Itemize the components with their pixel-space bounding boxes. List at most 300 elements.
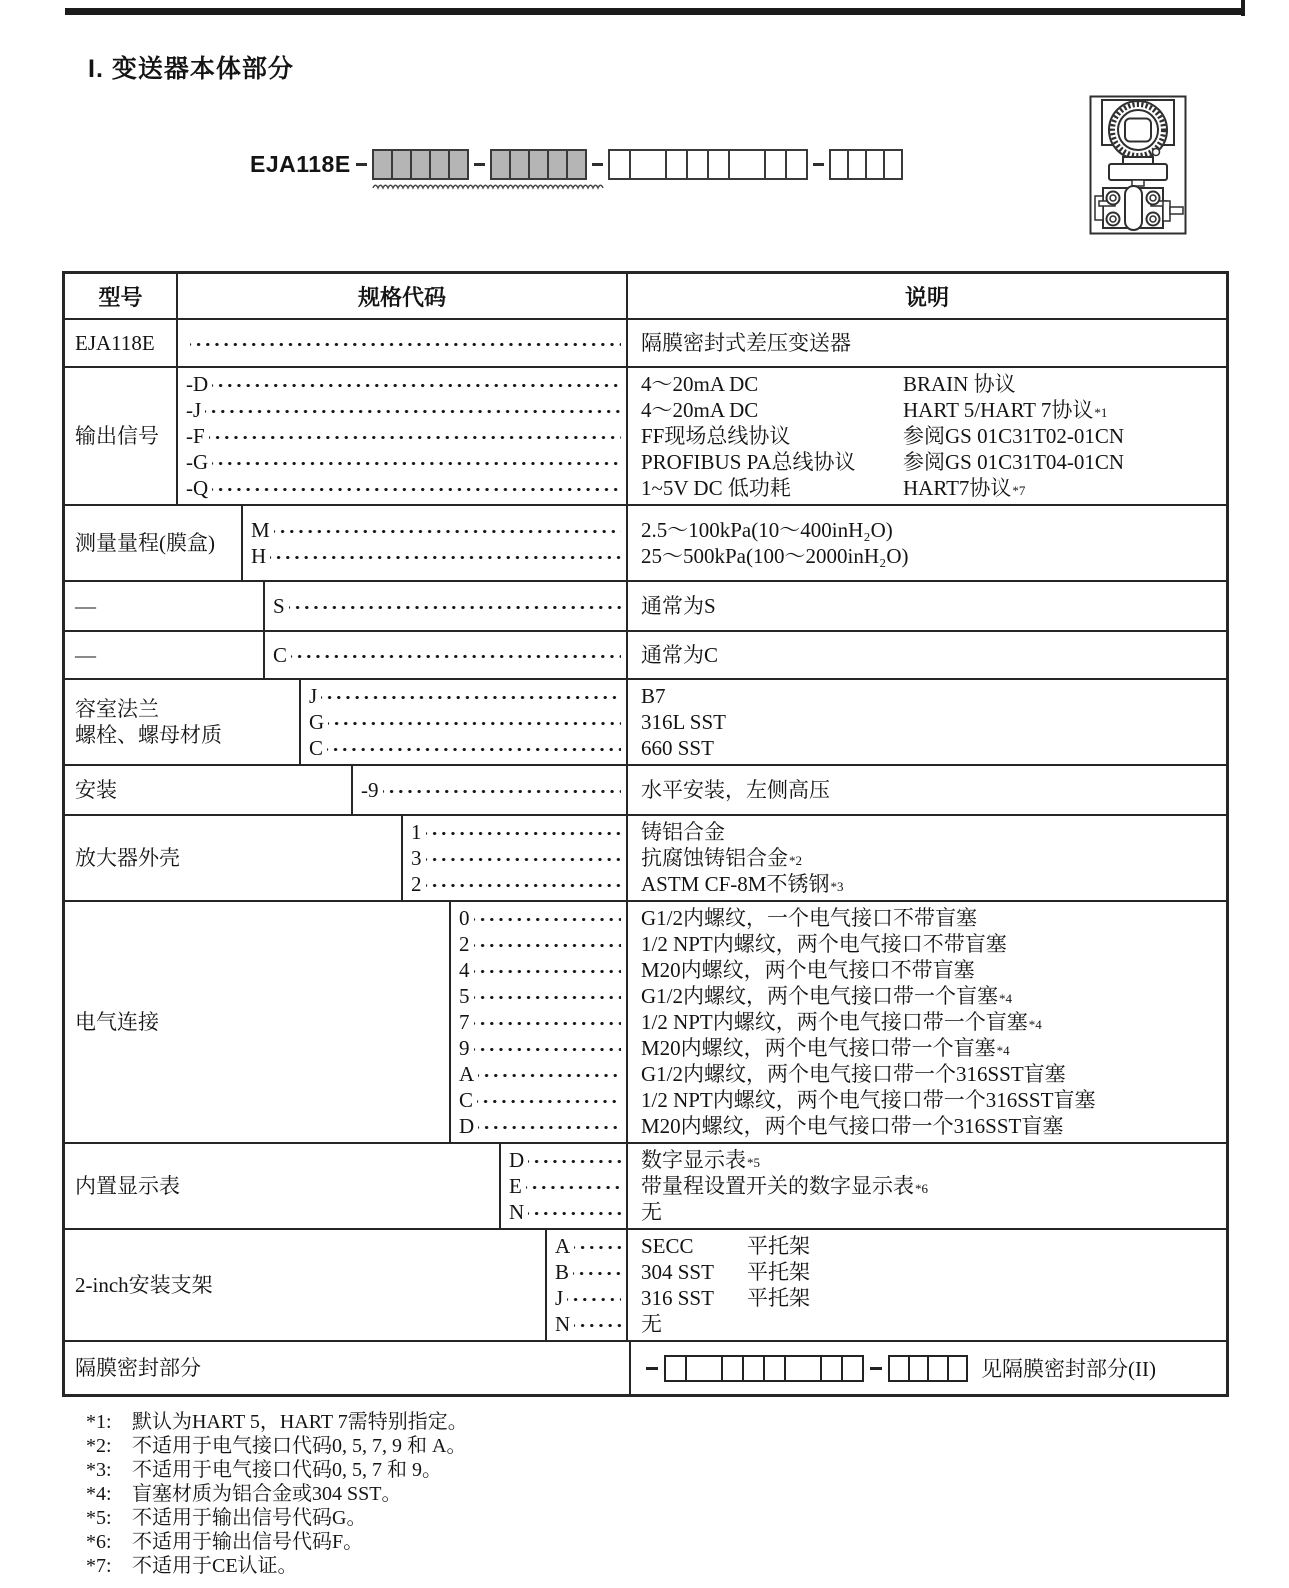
dot-leader [212, 475, 621, 501]
col-header-spec-code: 规格代码 [178, 274, 628, 318]
code-line [459, 1061, 621, 1087]
dot-leader [474, 957, 622, 983]
code-line [411, 845, 621, 871]
code-line [459, 931, 621, 957]
desc-text: 1~5V DC 低功耗 [641, 476, 791, 500]
col-header-model: 型号 [65, 274, 178, 318]
code-line [411, 819, 621, 845]
dot-leader [328, 709, 621, 735]
code-letter: S [273, 594, 285, 618]
desc-line [641, 1113, 1220, 1139]
code-box [509, 149, 530, 180]
desc-line: 1~5V DC 低功耗 HART7协议 *7 [641, 476, 1026, 500]
footnote [86, 1410, 468, 1434]
header-rule-tick [1241, 0, 1245, 16]
desc-text: 4～20mA DC [641, 372, 759, 396]
dash-separator [356, 163, 367, 166]
code-letter: -G [186, 450, 209, 474]
desc-text: M20内螺纹，两个电气接口带一个316SST盲塞 [641, 1114, 1064, 1138]
desc-text: M20内螺纹，两个电气接口带一个盲塞 [641, 1036, 996, 1060]
desc-text: 铸铝合金 [641, 820, 725, 844]
row-label [65, 1230, 547, 1340]
desc-line [641, 683, 1220, 709]
desc-text: 316 SST [641, 1286, 714, 1310]
dot-leader [426, 871, 622, 897]
code-box-group [372, 149, 469, 180]
code-line [186, 397, 621, 423]
desc-line [641, 957, 1220, 983]
code-letter: A [459, 1062, 475, 1086]
dot-leader [289, 593, 621, 619]
dot-leader [426, 845, 622, 871]
footnote-marker: *6: [86, 1531, 112, 1553]
spec-row-integral-indicator [65, 1142, 1226, 1228]
col-header-description: 说明 [904, 284, 949, 310]
code-letter: J [309, 684, 318, 708]
spec-row-cover-flange-bolts [65, 678, 1226, 764]
desc-line [641, 931, 1220, 957]
wavy-underline [372, 182, 604, 191]
desc-text: 316L SST [641, 710, 726, 734]
footnote-marker: *7: [86, 1555, 112, 1577]
desc-text-2: 平托架 [747, 1286, 810, 1310]
code-line [251, 517, 621, 543]
dot-leader [205, 397, 621, 423]
code-box [686, 149, 709, 180]
desc-text: ASTM CF-8M不锈钢 [641, 872, 830, 896]
row-label-line: 2-inch安装支架 [75, 1273, 213, 1297]
desc-text: 4～20mA DC [641, 398, 759, 422]
dash-separator [474, 163, 485, 166]
code-line [555, 1285, 621, 1311]
desc-line [641, 1311, 1220, 1337]
code-line [555, 1233, 621, 1259]
dash-separator [592, 163, 603, 166]
code-line [411, 871, 621, 897]
dot-leader [270, 543, 621, 569]
code-box [490, 149, 511, 180]
row-label [65, 766, 353, 814]
code-box [763, 1355, 786, 1382]
code-cell [243, 506, 628, 580]
code-line [459, 1087, 621, 1113]
code-box [410, 149, 431, 180]
code-box [784, 1355, 822, 1382]
footnote [86, 1482, 468, 1506]
code-letter: N [509, 1200, 525, 1224]
desc-cell [628, 680, 1226, 764]
footnote-text: 不适用于电气接口代码0, 5, 7 和 9。 [132, 1459, 442, 1481]
row-label [65, 1144, 501, 1228]
transmitter-drawing-icon [1089, 95, 1187, 235]
footnote-text: 不适用于电气接口代码0, 5, 7, 9 和 A。 [132, 1435, 467, 1457]
desc-text: 通常为S [641, 594, 716, 618]
code-box [865, 149, 885, 180]
code-box [448, 149, 469, 180]
dash-separator [870, 1367, 882, 1370]
desc-line: 带量程设置开关的数字显示表 *6 [641, 1174, 928, 1198]
desc-text: 660 SST [641, 736, 714, 760]
desc-text: 25～500kPa(100～2000inH₂O) [641, 544, 909, 568]
code-cell [451, 902, 628, 1142]
code-line [459, 983, 621, 1009]
desc-text-2: HART7协议 [903, 476, 1012, 500]
code-box [685, 1355, 723, 1382]
desc-line: 抗腐蚀铸铝合金 *2 [641, 846, 802, 870]
code-line [309, 735, 621, 761]
dot-leader [209, 423, 621, 449]
dot-leader [212, 371, 621, 397]
spec-row-amplifier-housing [65, 814, 1226, 900]
desc-line: 1/2 NPT内螺纹，两个电气接口带一个盲塞 *4 [641, 1010, 1042, 1034]
code-cell [301, 680, 628, 764]
row-label-line: 隔膜密封部分 [75, 1356, 201, 1380]
code-box [829, 149, 849, 180]
code-letter: -J [186, 398, 202, 422]
desc-line [641, 905, 1220, 931]
dot-leader [426, 819, 622, 845]
footnote-text: 不适用于输出信号代码F。 [132, 1531, 364, 1553]
code-box [820, 1355, 843, 1382]
footnotes [86, 1410, 468, 1578]
code-letter: J [555, 1286, 564, 1310]
code-box [547, 149, 568, 180]
seal-note: 见隔膜密封部分(II) [981, 1357, 1156, 1381]
model-code-diagram [250, 146, 903, 182]
code-box [841, 1355, 864, 1382]
code-box [391, 149, 412, 180]
desc-cell [628, 1144, 1226, 1228]
desc-line [641, 1087, 1220, 1113]
row-label [65, 680, 301, 764]
desc-text: SECC [641, 1234, 694, 1258]
desc-line [641, 330, 1220, 356]
row-label-line: 容室法兰 [75, 697, 159, 721]
desc-line: 数字显示表 *5 [641, 1148, 760, 1172]
code-box [566, 149, 587, 180]
footnote-text: 不适用于输出信号代码G。 [132, 1507, 367, 1529]
desc-cell [628, 766, 1226, 814]
desc-line [641, 449, 1220, 475]
footnote-marker: *4: [86, 1483, 112, 1505]
code-box [707, 149, 730, 180]
spec-row-measurement-span [65, 504, 1226, 580]
desc-text: M20内螺纹，两个电气接口不带盲塞 [641, 958, 975, 982]
underlined-code-groups [372, 149, 587, 180]
code-letter: D [509, 1148, 525, 1172]
row-label-line: 放大器外壳 [75, 846, 180, 870]
row-label [65, 1342, 631, 1394]
desc-text: G1/2内螺纹，一个电气接口不带盲塞 [641, 906, 977, 930]
code-line [555, 1259, 621, 1285]
code-letter: A [555, 1234, 571, 1258]
spec-row-dash-c [65, 630, 1226, 678]
desc-line [641, 517, 1220, 543]
header-rule [65, 8, 1245, 15]
code-letter: D [459, 1114, 475, 1138]
footnote-text: 盲塞材质为铝合金或304 SST。 [132, 1483, 402, 1505]
code-letter: C [459, 1088, 474, 1112]
code-box [372, 149, 393, 180]
code-line [251, 543, 621, 569]
code-letter: 7 [459, 1010, 470, 1034]
dot-leader [478, 1113, 621, 1139]
code-line [509, 1173, 621, 1199]
row-label-line: 测量量程(膜盒) [75, 531, 215, 555]
code-box [927, 1355, 949, 1382]
code-line [273, 593, 621, 619]
row-label-line: 内置显示表 [75, 1174, 180, 1198]
row-label [65, 506, 243, 580]
code-letter: E [509, 1174, 522, 1198]
code-line [186, 449, 621, 475]
code-letter: G [309, 710, 325, 734]
dot-leader [477, 1087, 621, 1113]
code-letter: B [555, 1260, 570, 1284]
code-letter: 0 [459, 906, 470, 930]
code-line [309, 709, 621, 735]
spec-row-model [65, 318, 1226, 366]
code-letter: 4 [459, 958, 470, 982]
footnote-marker: *2: [86, 1435, 112, 1457]
code-line [555, 1311, 621, 1337]
dash-separator [813, 163, 824, 166]
code-cell [265, 632, 628, 678]
code-box [665, 149, 688, 180]
code-letter: 2 [459, 932, 470, 956]
code-box-group [888, 1355, 968, 1382]
dash-separator [646, 1367, 658, 1370]
code-cell [178, 320, 628, 366]
code-box [764, 149, 787, 180]
code-letter: 9 [459, 1036, 470, 1060]
row-label [65, 816, 403, 900]
desc-cell [628, 582, 1226, 630]
footnote [86, 1554, 468, 1578]
desc-text: 1/2 NPT内螺纹，两个电气接口带一个盲塞 [641, 1010, 1028, 1034]
code-box [429, 149, 450, 180]
code-line [186, 423, 621, 449]
desc-cell [628, 1230, 1226, 1340]
desc-cell [628, 320, 1226, 366]
dot-leader [190, 330, 621, 356]
desc-text-2: 参阅GS 01C31T04-01CN [903, 450, 1125, 474]
desc-line: 4～20mA DC HART 5/HART 7协议 *1 [641, 398, 1108, 422]
desc-text-2: 平托架 [747, 1260, 810, 1284]
dot-leader [474, 905, 622, 931]
desc-text: 304 SST [641, 1260, 714, 1284]
desc-text: 1/2 NPT内螺纹，两个电气接口不带盲塞 [641, 932, 1007, 956]
dot-leader [474, 931, 622, 957]
code-line [459, 1035, 621, 1061]
desc-line: M20内螺纹，两个电气接口带一个盲塞 *4 [641, 1036, 1010, 1060]
code-box [847, 149, 867, 180]
dot-leader [274, 517, 621, 543]
row-label [65, 902, 451, 1142]
footnote-text: 默认为HART 5，HART 7需特别指定。 [132, 1411, 468, 1433]
spec-row-output-signal [65, 366, 1226, 504]
footnote [86, 1530, 468, 1554]
dot-leader [474, 983, 622, 1009]
dot-leader [573, 1259, 621, 1285]
desc-line [641, 735, 1220, 761]
code-cell [547, 1230, 628, 1340]
code-box [721, 1355, 744, 1382]
desc-text: 无 [641, 1312, 662, 1336]
desc-text: 通常为C [641, 643, 719, 667]
seal-code-cell [631, 1342, 1229, 1394]
code-line [186, 475, 621, 501]
seal-code-boxes [644, 1353, 1223, 1383]
code-box-group [490, 149, 587, 180]
desc-text-2: 参阅GS 01C31T02-01CN [903, 424, 1125, 448]
code-box [883, 149, 903, 180]
code-letter: -Q [186, 476, 209, 500]
desc-text: 带量程设置开关的数字显示表 [641, 1174, 914, 1198]
desc-text: FF现场总线协议 [641, 424, 791, 448]
desc-text: B7 [641, 684, 666, 708]
desc-line [641, 1199, 1220, 1225]
table-header-row [65, 274, 1226, 318]
code-cell [353, 766, 628, 814]
desc-line [641, 593, 1220, 619]
dot-leader [528, 1199, 621, 1225]
code-line [309, 683, 621, 709]
desc-cell [628, 506, 1226, 580]
model-number-prefix: EJA118E [250, 150, 351, 177]
dot-leader [383, 777, 622, 803]
code-box [908, 1355, 930, 1382]
desc-cell [628, 816, 1226, 900]
desc-text: 隔膜密封式差压变送器 [641, 331, 851, 355]
desc-text: 1/2 NPT内螺纹，两个电气接口带一个316SST盲塞 [641, 1088, 1096, 1112]
code-letter: 5 [459, 984, 470, 1008]
code-letter: M [251, 518, 270, 542]
desc-text: 无 [641, 1200, 662, 1224]
code-line [459, 957, 621, 983]
dot-leader [212, 449, 621, 475]
desc-line [641, 1233, 1220, 1259]
code-box [888, 1355, 910, 1382]
footnote [86, 1458, 468, 1482]
desc-text: G1/2内螺纹，两个电气接口带一个盲塞 [641, 984, 998, 1008]
desc-line: ASTM CF-8M不锈钢 *3 [641, 872, 844, 896]
code-line [459, 1009, 621, 1035]
dot-leader [574, 1233, 621, 1259]
dot-leader [574, 1311, 621, 1337]
code-line [186, 330, 621, 356]
code-box-group [608, 149, 808, 180]
footnote [86, 1434, 468, 1458]
code-letter: -D [186, 372, 209, 396]
dot-leader [321, 683, 621, 709]
code-letter: -F [186, 424, 205, 448]
row-label-line: — [75, 643, 96, 667]
spec-row-dash-s [65, 580, 1226, 630]
footnote-marker: *3: [86, 1459, 112, 1481]
dot-leader [291, 642, 621, 668]
desc-text: 数字显示表 [641, 1148, 746, 1172]
dot-leader [526, 1173, 621, 1199]
spec-row-installation [65, 764, 1226, 814]
code-line [361, 777, 621, 803]
desc-line [641, 709, 1220, 735]
desc-text: G1/2内螺纹，两个电气接口带一个316SST盲塞 [641, 1062, 1066, 1086]
code-letter: 2 [411, 872, 422, 896]
row-label [65, 582, 265, 630]
desc-line [641, 543, 1220, 569]
footnote-text: 不适用于CE认证。 [132, 1555, 298, 1577]
code-box [785, 149, 808, 180]
desc-text: 水平安装，左侧高压 [641, 778, 830, 802]
dot-leader [474, 1009, 622, 1035]
model-spec-table [62, 271, 1229, 1397]
desc-cell [628, 902, 1226, 1142]
row-label [65, 368, 178, 504]
code-box-group [829, 149, 903, 180]
code-letter: 3 [411, 846, 422, 870]
desc-line [641, 642, 1220, 668]
code-letter: 1 [411, 820, 422, 844]
desc-text: PROFIBUS PA总线协议 [641, 450, 856, 474]
desc-line [641, 371, 1220, 397]
desc-line [641, 819, 1220, 845]
footnote-marker: *5: [86, 1507, 112, 1529]
row-label [65, 632, 265, 678]
code-line [509, 1199, 621, 1225]
desc-line [641, 1259, 1220, 1285]
transmitter-illustration [1089, 95, 1187, 235]
code-letter: N [555, 1312, 571, 1336]
code-box [742, 1355, 765, 1382]
code-line [186, 371, 621, 397]
code-line [459, 905, 621, 931]
desc-text-2: 平托架 [747, 1234, 810, 1258]
code-line [509, 1147, 621, 1173]
code-box-group [664, 1355, 864, 1382]
code-box [528, 149, 549, 180]
desc-line [641, 1061, 1220, 1087]
spec-row-electrical-connection [65, 900, 1226, 1142]
model-code-boxes [351, 149, 903, 180]
code-cell [501, 1144, 628, 1228]
code-line [273, 642, 621, 668]
row-label-line: 电气连接 [75, 1010, 159, 1034]
desc-text: 抗腐蚀铸铝合金 [641, 846, 788, 870]
dot-leader [327, 735, 621, 761]
desc-cell [628, 368, 1226, 504]
row-label [65, 320, 178, 366]
dot-leader [478, 1061, 621, 1087]
code-box [608, 149, 631, 180]
code-cell [265, 582, 628, 630]
code-letter: -9 [361, 778, 379, 802]
code-cell [403, 816, 628, 900]
desc-text-2: HART 5/HART 7协议 [903, 398, 1094, 422]
spec-row-diaphragm-seal [65, 1340, 1226, 1394]
desc-text-2: BRAIN 协议 [903, 372, 1016, 396]
footnote-marker: *1: [86, 1411, 112, 1433]
dot-leader [567, 1285, 621, 1311]
code-box [664, 1355, 687, 1382]
code-box [947, 1355, 969, 1382]
code-letter: C [309, 736, 324, 760]
desc-cell [628, 632, 1226, 678]
desc-line [641, 777, 1220, 803]
row-label-line: 安装 [75, 778, 117, 802]
row-label-line: EJA118E [75, 331, 155, 355]
section-title: I. 变送器本体部分 [88, 55, 294, 83]
